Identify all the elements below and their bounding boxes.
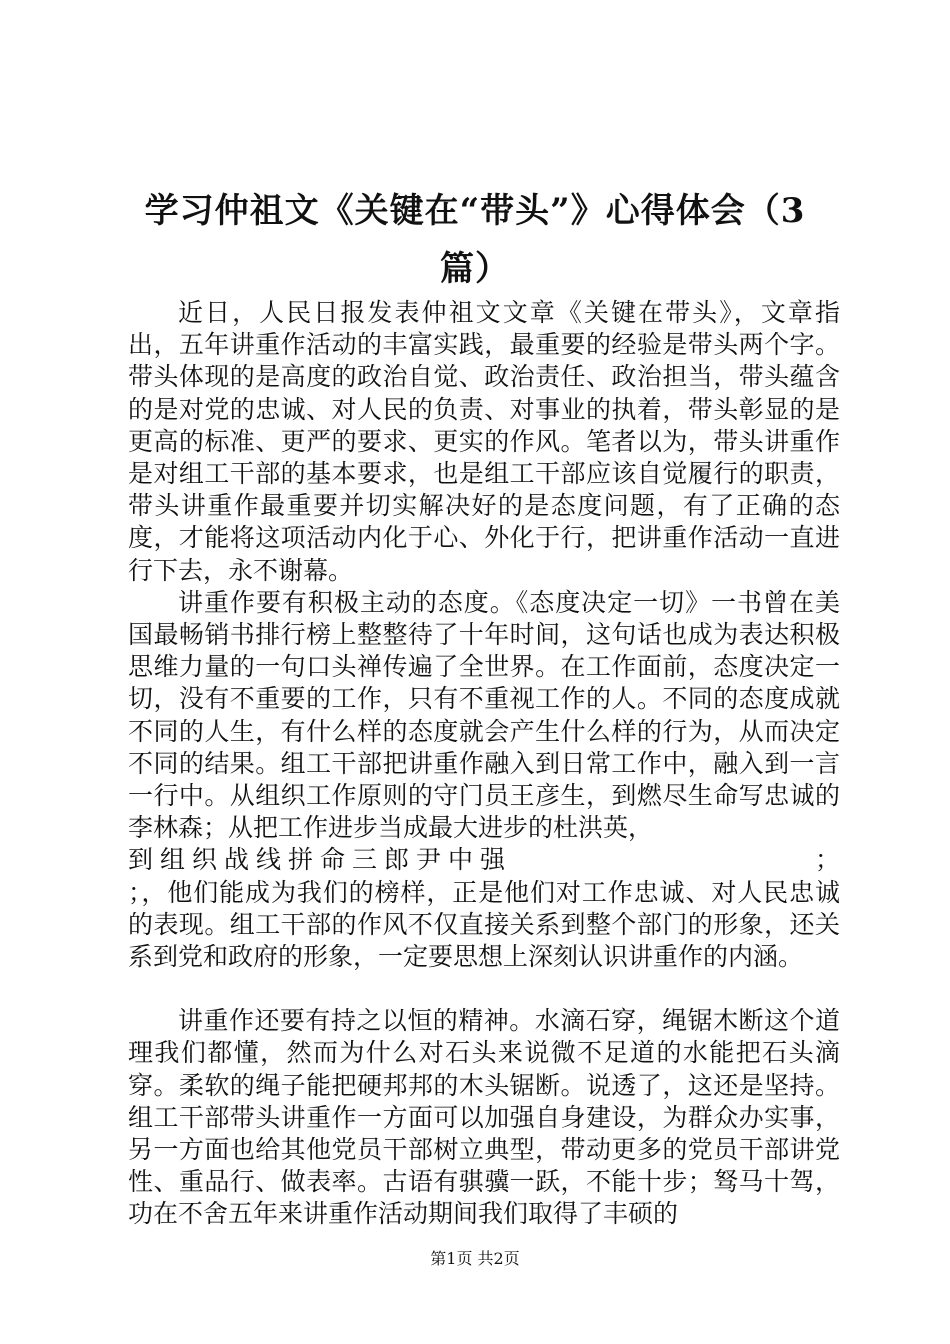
document-body: [128, 297, 840, 1231]
paragraph-3: 讲重作还要有持之以恒的精神。水滴石穿，绳锯木断这个道理我们都懂，然而为什么对石头来说微不足道的水能把石头滴穿。柔软的绳子能把硬邦邦的木头锯断。说透了，这还是坚持。组工干部带头讲重作一方面可以加强自身建设，为群众办实事，另一方面也给其他党员干部树立典型，带动更多的党员干部讲党性、重品行、做表率。古语有骐骥一跃，不能十步；驽马十驾，功在不舍五年来讲重作活动期间我们取得了丰硕的: [128, 1006, 840, 1229]
paragraph-gap: [128, 973, 840, 1005]
paragraph-2-line-spaced: [128, 844, 840, 876]
paragraph-2: 讲重作要有积极主动的态度。《态度决定一切》一书曾在美国最畅销书排行榜上整整待了十年时间，这句话也成为表达积极思维力量的一句口头禅传遍了全世界。在工作面前，态度决定一切，没有不重要的工作，只有不重视工作的人。不同的态度成就不同的人生，有什么样的态度就会产生什么样的行为，从而决定不同的结果。组工干部把讲重作融入到日常工作中，融入到一言一行中。从组织工作原则的守门员王彦生，到燃尽生命写忠诚的李林森；从把工作进步当成最大进步的杜洪英，: [128, 587, 840, 843]
page-footer: 第1页 共2页: [430, 1249, 520, 1268]
document-title: 学习仲祖文《关键在“带头”》心得体会（3篇）: [144, 191, 806, 289]
paragraph-1: 近日，人民日报发表仲祖文文章《关键在带头》，文章指出，五年讲重作活动的丰富实践，最重要的经验是带头两个字。带头体现的是高度的政治自觉、政治责任、政治担当，带头蕴含的是对党的忠诚、对人民的负责、对事业的执着，带头彰显的是更高的标准、更严的要求、更实的作风。笔者以为，带头讲重作是对组工干部的基本要求，也是组工干部应该自觉履行的职责，带头讲重作最重要并切实解决好的是态度问题，有了正确的态度，才能将这项活动内化于心、外化于行，把讲重作活动一直进行下去，永不谢幕。: [128, 298, 840, 585]
paragraph-2-continued-text: 到组织战线拼命三郎尹中强: [128, 845, 513, 875]
paragraph-2-semicolon: ；: [814, 845, 840, 875]
paragraph-2-end: ；，他们能成为我们的榜样，正是他们对工作忠诚、对人民忠诚的表现。组工干部的作风不仅直接关系到整个部门的形象，还关系到党和政府的形象，一定要思想上深刻认识讲重作的内涵。: [128, 877, 840, 972]
